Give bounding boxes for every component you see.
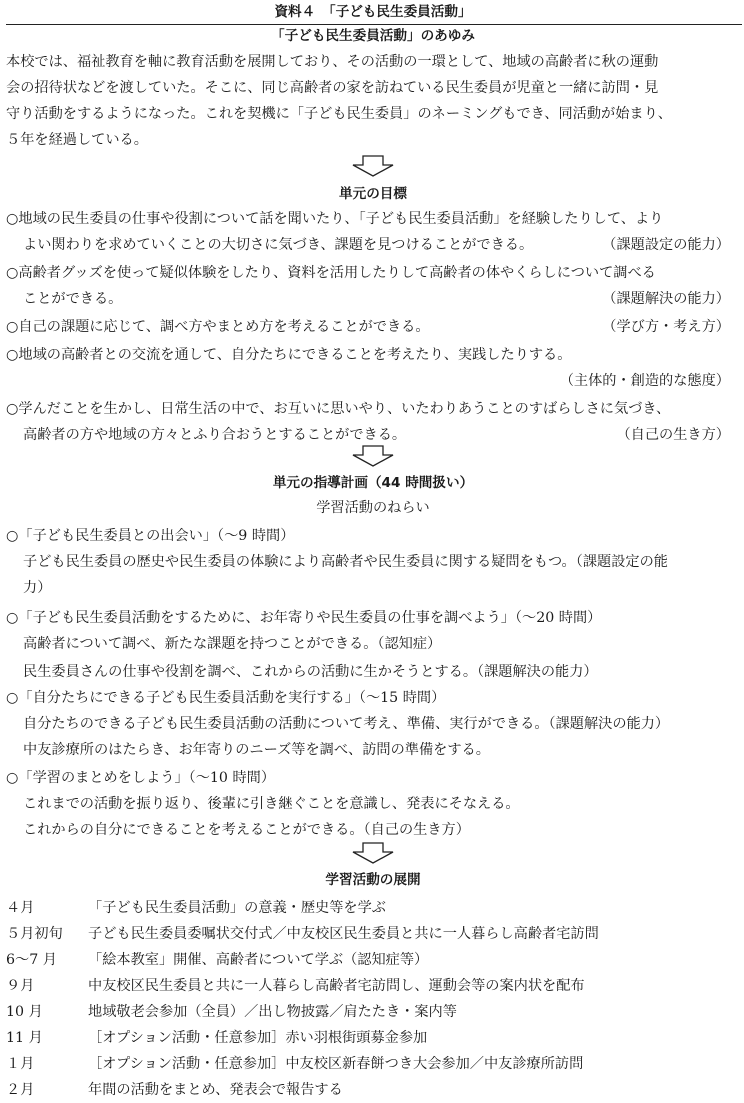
plan-unit-line: 中友診療所のはたらき、お年寄りのニーズ等を調べ、訪問の準備をする。 (23, 742, 490, 758)
goal-ability-tag: （主体的・創造的な態度） (559, 373, 730, 389)
schedule-heading: 学習活動の展開 (325, 872, 421, 888)
goal-line: よい関わりを求めていくことの大切さに気づき、課題を見つけることができる。 (23, 237, 534, 253)
schedule-month: １月 (6, 1056, 35, 1072)
goal-line: ○学んだことを生かし、日常生活の中で、お互いに思いやり、いたわりあうことのすばらしさに気づき、 (6, 401, 671, 417)
schedule-activity: 「絵本教室」開催、高齢者について学ぶ（認知症等） (88, 952, 429, 968)
plan-unit-title: ○「学習のまとめをしよう」（～10 時間） (6, 770, 276, 786)
down-arrow-icon (351, 155, 395, 177)
goals-heading: 単元の目標 (339, 186, 407, 202)
plan-unit-line: これからの自分にできることを考えることができる。（自己の生き方） (23, 822, 470, 838)
goal-line: ○高齢者グッズを使って疑似体験をしたり、資料を活用したりして高齢者の体やくらしについて調べる (6, 265, 656, 281)
plan-unit-line: 民生委員さんの仕事や役割を調べ、これからの活動に生かそうとする。（課題解決の能力） (23, 664, 598, 680)
schedule-month: ４月 (6, 900, 35, 916)
plan-unit-title: ○「子ども民生委員活動をするために、お年寄りや民生委員の仕事を調べよう」（～20 時間） (6, 610, 602, 626)
schedule-month: ９月 (6, 978, 35, 994)
document-title: 資料４ 「子ども民生委員活動」 (274, 4, 472, 20)
plan-unit-line: 高齢者について調べ、新たな課題を持つことができる。（認知症） (23, 636, 442, 652)
schedule-month: ２月 (6, 1082, 35, 1098)
plan-unit-line: これまでの活動を振り返り、後輩に引き継ぐことを意識し、発表にそなえる。 (23, 796, 520, 812)
schedule-month: ５月初旬 (6, 926, 63, 942)
history-line: ５年を経過している。 (6, 132, 148, 148)
goal-ability-tag: （課題解決の能力） (602, 291, 730, 307)
schedule-activity: 地域敬老会参加（全員）／出し物披露／肩たたき・案内等 (88, 1004, 457, 1020)
down-arrow-icon (351, 445, 395, 467)
history-heading: 「子ども民生委員活動」のあゆみ (271, 28, 475, 44)
schedule-activity: 「子ども民生委員活動」の意義・歴史等を学ぶ (88, 900, 386, 916)
history-line: 会の招待状などを渡していた。そこに、同じ高齢者の家を訪ねている民生委員が児童と一緒に訪問・見 (6, 80, 659, 96)
goal-ability-tag: （課題設定の能力） (602, 237, 730, 253)
schedule-activity: ［オプション活動・任意参加］中友校区新春餅つき大会参加／中友診療所訪問 (88, 1056, 584, 1072)
history-line: 守り活動をするようになった。これを契機に「子ども民生委員」のネーミングもでき、同活動が始まり、 (6, 106, 672, 122)
plan-unit-line: 力） (23, 580, 52, 596)
schedule-activity: ［オプション活動・任意参加］赤い羽根街頭募金参加 (88, 1030, 428, 1046)
goal-ability-tag: （学び方・考え方） (602, 319, 730, 335)
plan-unit-title: ○「子ども民生委員との出会い」（～9 時間） (6, 528, 295, 544)
goal-line: ことができる。 (23, 291, 123, 307)
schedule-activity: 年間の活動をまとめ、発表会で報告する (88, 1082, 343, 1098)
goal-line: ○自己の課題に応じて、調べ方やまとめ方を考えることができる。 (6, 319, 430, 335)
plan-heading: 単元の指導計画（44 時間扱い） (272, 475, 474, 491)
plan-unit-line: 自分たちのできる子ども民生委員活動の活動について考え、準備、実行ができる。（課題解決の能力） (23, 716, 670, 732)
schedule-activity: 中友校区民生委員と共に一人暮らし高齢者宅訪問し、運動会等の案内状を配布 (88, 978, 585, 994)
goal-line: 高齢者の方や地域の方々とふり合おうとすることができる。 (23, 427, 407, 443)
schedule-month: 6～7 月 (6, 952, 57, 968)
plan-unit-title: ○「自分たちにできる子ども民生委員活動を実行する」（～15 時間） (6, 690, 446, 706)
goal-line: ○地域の民生委員の仕事や役割について話を聞いたり、「子ども民生委員活動」を経験したりして、より (6, 211, 664, 227)
down-arrow-icon (351, 842, 395, 864)
plan-unit-line: 子ども民生委員の歴史や民生委員の体験により高齢者や民生委員に関する疑問をもつ。（課題設定の能 (23, 554, 668, 570)
plan-subheading: 学習活動のねらい (316, 500, 430, 516)
goal-line: ○地域の高齢者との交流を通して、自分たちにできることを考えたり、実践したりする。 (6, 347, 572, 363)
schedule-month: 10 月 (6, 1004, 43, 1020)
goal-ability-tag: （自己の生き方） (616, 427, 730, 443)
schedule-month: 11 月 (6, 1030, 43, 1046)
schedule-activity: 子ども民生委員委嘱状交付式／中友校区民生委員と共に一人暮らし高齢者宅訪問 (88, 926, 599, 942)
history-line: 本校では、福祉教育を軸に教育活動を展開しており、その活動の一環として、地域の高齢者に秋の運動 (6, 54, 659, 70)
